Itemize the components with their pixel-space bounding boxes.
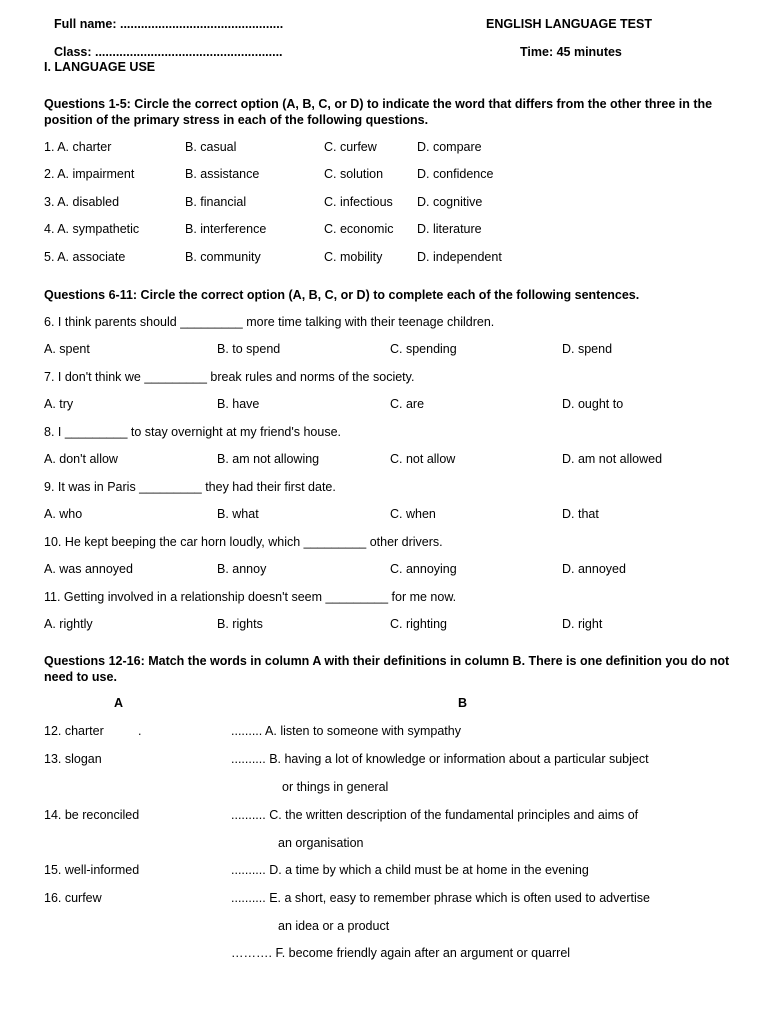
question-7-stem: 7. I don't think we _________ break rules and norms of the society. xyxy=(44,370,415,384)
question-3-b: B. financial xyxy=(185,195,247,209)
question-11-d: D. right xyxy=(562,617,603,631)
part1-instruction: Questions 1-5: Circle the correct option (A, B, C, or D) to indicate the word that differs from the other three in the position of the primary stress in each of the following questions. xyxy=(44,97,713,127)
full-name-field: Full name: ............................................... xyxy=(54,17,284,31)
question-9-b: B. what xyxy=(217,507,259,521)
question-5-b: B. community xyxy=(185,250,261,264)
question-15-word: 15. well-informed xyxy=(44,863,140,877)
definition-f: ………. F. become friendly again after an argument or quarrel xyxy=(231,946,571,960)
question-1-d: D. compare xyxy=(417,140,482,154)
definition-e: .......... E. a short, easy to remember phrase which is often used to advertise xyxy=(231,891,650,905)
question-10-a: A. was annoyed xyxy=(44,562,133,576)
question-8-d: D. am not allowed xyxy=(562,452,663,466)
question-14-word: 14. be reconciled xyxy=(44,808,140,822)
definition-c-continued: an organisation xyxy=(278,836,364,850)
question-5-a: 5. A. associate xyxy=(44,250,126,264)
stray-dot: . xyxy=(138,724,142,738)
part3-instruction: Questions 12-16: Match the words in column A with their definitions in column B. There is one definition you do not need to use. xyxy=(44,654,730,684)
question-7-d: D. ought to xyxy=(562,397,624,411)
section-title: I. LANGUAGE USE xyxy=(44,60,156,74)
question-11-c: C. righting xyxy=(390,617,447,631)
definition-b-continued: or things in general xyxy=(282,780,389,794)
question-6-stem: 6. I think parents should _________ more time talking with their teenage children. xyxy=(44,315,495,329)
question-10-b: B. annoy xyxy=(217,562,267,576)
question-2-c: C. solution xyxy=(324,167,384,181)
question-12-word: 12. charter xyxy=(44,724,104,738)
column-a-heading: A xyxy=(114,696,124,710)
question-13-word: 13. slogan xyxy=(44,752,102,766)
question-8-a: A. don't allow xyxy=(44,452,118,466)
question-11-b: B. rights xyxy=(217,617,263,631)
question-8-b: B. am not allowing xyxy=(217,452,320,466)
question-2-a: 2. A. impairment xyxy=(44,167,135,181)
question-6-b: B. to spend xyxy=(217,342,281,356)
question-9-c: C. when xyxy=(390,507,436,521)
part2-instruction: Questions 6-11: Circle the correct option (A, B, C, or D) to complete each of the following sentences. xyxy=(44,288,640,302)
question-5-c: C. mobility xyxy=(324,250,383,264)
test-title: ENGLISH LANGUAGE TEST xyxy=(486,17,652,31)
question-5-d: D. independent xyxy=(417,250,502,264)
question-3-a: 3. A. disabled xyxy=(44,195,120,209)
question-8-stem: 8. I _________ to stay overnight at my friend's house. xyxy=(44,425,342,439)
question-16-word: 16. curfew xyxy=(44,891,102,905)
question-9-d: D. that xyxy=(562,507,599,521)
question-9-a: A. who xyxy=(44,507,83,521)
column-b-heading: B xyxy=(458,696,468,710)
question-2-d: D. confidence xyxy=(417,167,494,181)
definition-c: .......... C. the written description of the fundamental principles and aims of xyxy=(231,808,639,822)
question-11-stem: 11. Getting involved in a relationship doesn't seem _________ for me now. xyxy=(44,590,457,604)
question-4-b: B. interference xyxy=(185,222,267,236)
question-1-c: C. curfew xyxy=(324,140,377,154)
question-3-c: C. infectious xyxy=(324,195,393,209)
question-1-a: 1. A. charter xyxy=(44,140,112,154)
question-10-stem: 10. He kept beeping the car horn loudly, which _________ other drivers. xyxy=(44,535,443,549)
class-field: Class: ...................................................... xyxy=(54,45,283,59)
question-10-d: D. annoyed xyxy=(562,562,626,576)
question-3-d: D. cognitive xyxy=(417,195,483,209)
time-limit: Time: 45 minutes xyxy=(520,45,622,59)
question-4-a: 4. A. sympathetic xyxy=(44,222,140,236)
question-7-b: B. have xyxy=(217,397,260,411)
question-7-a: A. try xyxy=(44,397,74,411)
question-4-c: C. economic xyxy=(324,222,394,236)
definition-e-continued: an idea or a product xyxy=(278,919,390,933)
question-9-stem: 9. It was in Paris _________ they had their first date. xyxy=(44,480,336,494)
question-11-a: A. rightly xyxy=(44,617,93,631)
definition-d: .......... D. a time by which a child must be at home in the evening xyxy=(231,863,589,877)
question-6-c: C. spending xyxy=(390,342,457,356)
definition-b: .......... B. having a lot of knowledge or information about a particular subject xyxy=(231,752,649,766)
question-2-b: B. assistance xyxy=(185,167,260,181)
question-7-c: C. are xyxy=(390,397,425,411)
question-10-c: C. annoying xyxy=(390,562,457,576)
question-6-d: D. spend xyxy=(562,342,613,356)
question-1-b: B. casual xyxy=(185,140,237,154)
question-6-a: A. spent xyxy=(44,342,90,356)
question-8-c: C. not allow xyxy=(390,452,456,466)
question-4-d: D. literature xyxy=(417,222,482,236)
definition-a: ......... A. listen to someone with sympathy xyxy=(231,724,461,738)
